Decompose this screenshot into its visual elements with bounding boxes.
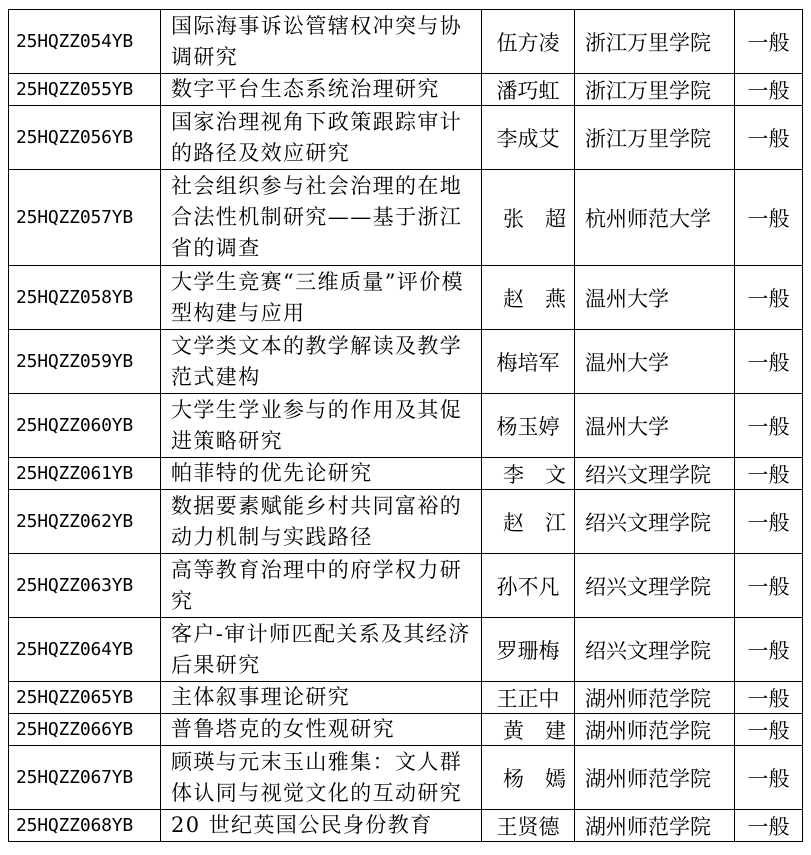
institution-cell: 温州大学 bbox=[575, 394, 735, 458]
project-title-cell: 帕菲特的优先论研究 bbox=[161, 458, 482, 490]
table-row bbox=[9, 458, 803, 490]
project-title-cell: 数字平台生态系统治理研究 bbox=[161, 74, 482, 106]
project-id-cell: 25HQZZ059YB bbox=[9, 330, 161, 394]
project-title-cell: 社会组织参与社会治理的在地合法性机制研究——基于浙江省的调查 bbox=[161, 170, 482, 266]
grade-cell: 一般 bbox=[735, 746, 803, 810]
table-row bbox=[9, 106, 803, 170]
principal-cell: 李文 bbox=[482, 458, 575, 490]
institution-cell: 湖州师范学院 bbox=[575, 810, 735, 842]
table-row bbox=[9, 74, 803, 106]
grade-cell: 一般 bbox=[735, 330, 803, 394]
grade-cell: 一般 bbox=[735, 170, 803, 266]
grade-cell: 一般 bbox=[735, 458, 803, 490]
principal-cell: 梅培军 bbox=[482, 330, 575, 394]
institution-cell: 湖州师范学院 bbox=[575, 714, 735, 746]
project-title-cell: 国家治理视角下政策跟踪审计的路径及效应研究 bbox=[161, 106, 482, 170]
project-title-cell: 大学生学业参与的作用及其促进策略研究 bbox=[161, 394, 482, 458]
institution-cell: 绍兴文理学院 bbox=[575, 490, 735, 554]
grade-cell: 一般 bbox=[735, 682, 803, 714]
table-row bbox=[9, 682, 803, 714]
project-title-cell: 20 世纪英国公民身份教育 bbox=[161, 810, 482, 842]
table-row bbox=[9, 330, 803, 394]
table-row bbox=[9, 170, 803, 266]
project-title-cell: 数据要素赋能乡村共同富裕的动力机制与实践路径 bbox=[161, 490, 482, 554]
grade-cell: 一般 bbox=[735, 554, 803, 618]
table-row bbox=[9, 266, 803, 330]
project-title-cell: 客户-审计师匹配关系及其经济后果研究 bbox=[161, 618, 482, 682]
principal-cell: 杨嫣 bbox=[482, 746, 575, 810]
project-id-cell: 25HQZZ058YB bbox=[9, 266, 161, 330]
project-id-cell: 25HQZZ061YB bbox=[9, 458, 161, 490]
institution-cell: 温州大学 bbox=[575, 266, 735, 330]
grade-cell: 一般 bbox=[735, 714, 803, 746]
principal-cell: 张超 bbox=[482, 170, 575, 266]
grade-cell: 一般 bbox=[735, 618, 803, 682]
institution-cell: 温州大学 bbox=[575, 330, 735, 394]
project-id-cell: 25HQZZ057YB bbox=[9, 170, 161, 266]
project-id-cell: 25HQZZ063YB bbox=[9, 554, 161, 618]
institution-cell: 浙江万里学院 bbox=[575, 106, 735, 170]
project-title-cell: 普鲁塔克的女性观研究 bbox=[161, 714, 482, 746]
table-row bbox=[9, 810, 803, 842]
grade-cell: 一般 bbox=[735, 10, 803, 74]
table-row bbox=[9, 554, 803, 618]
principal-cell: 赵江 bbox=[482, 490, 575, 554]
grade-cell: 一般 bbox=[735, 394, 803, 458]
grade-cell: 一般 bbox=[735, 266, 803, 330]
project-title-cell: 主体叙事理论研究 bbox=[161, 682, 482, 714]
institution-cell: 浙江万里学院 bbox=[575, 74, 735, 106]
principal-cell: 孙不凡 bbox=[482, 554, 575, 618]
project-list-table bbox=[8, 9, 803, 842]
table-row bbox=[9, 746, 803, 810]
project-title-cell: 大学生竞赛“三维质量”评价模型构建与应用 bbox=[161, 266, 482, 330]
principal-cell: 杨玉婷 bbox=[482, 394, 575, 458]
project-id-cell: 25HQZZ065YB bbox=[9, 682, 161, 714]
institution-cell: 绍兴文理学院 bbox=[575, 554, 735, 618]
project-id-cell: 25HQZZ068YB bbox=[9, 810, 161, 842]
table-row bbox=[9, 394, 803, 458]
principal-cell: 潘巧虹 bbox=[482, 74, 575, 106]
institution-cell: 湖州师范学院 bbox=[575, 682, 735, 714]
institution-cell: 浙江万里学院 bbox=[575, 10, 735, 74]
principal-cell: 黄建 bbox=[482, 714, 575, 746]
table-row bbox=[9, 714, 803, 746]
project-title-cell: 高等教育治理中的府学权力研究 bbox=[161, 554, 482, 618]
project-title-cell: 文学类文本的教学解读及教学范式建构 bbox=[161, 330, 482, 394]
project-id-cell: 25HQZZ054YB bbox=[9, 10, 161, 74]
table-row bbox=[9, 10, 803, 74]
grade-cell: 一般 bbox=[735, 74, 803, 106]
principal-cell: 王贤德 bbox=[482, 810, 575, 842]
principal-cell: 王正中 bbox=[482, 682, 575, 714]
project-id-cell: 25HQZZ056YB bbox=[9, 106, 161, 170]
project-id-cell: 25HQZZ066YB bbox=[9, 714, 161, 746]
institution-cell: 杭州师范大学 bbox=[575, 170, 735, 266]
institution-cell: 绍兴文理学院 bbox=[575, 618, 735, 682]
project-id-cell: 25HQZZ062YB bbox=[9, 490, 161, 554]
principal-cell: 李成艾 bbox=[482, 106, 575, 170]
institution-cell: 湖州师范学院 bbox=[575, 746, 735, 810]
project-id-cell: 25HQZZ064YB bbox=[9, 618, 161, 682]
principal-cell: 罗珊梅 bbox=[482, 618, 575, 682]
project-title-cell: 顾瑛与元末玉山雅集：文人群体认同与视觉文化的互动研究 bbox=[161, 746, 482, 810]
project-id-cell: 25HQZZ067YB bbox=[9, 746, 161, 810]
principal-cell: 赵燕 bbox=[482, 266, 575, 330]
project-id-cell: 25HQZZ055YB bbox=[9, 74, 161, 106]
table-row bbox=[9, 618, 803, 682]
grade-cell: 一般 bbox=[735, 106, 803, 170]
grade-cell: 一般 bbox=[735, 810, 803, 842]
project-title-cell: 国际海事诉讼管辖权冲突与协调研究 bbox=[161, 10, 482, 74]
grade-cell: 一般 bbox=[735, 490, 803, 554]
project-id-cell: 25HQZZ060YB bbox=[9, 394, 161, 458]
table-row bbox=[9, 490, 803, 554]
principal-cell: 伍方凌 bbox=[482, 10, 575, 74]
institution-cell: 绍兴文理学院 bbox=[575, 458, 735, 490]
